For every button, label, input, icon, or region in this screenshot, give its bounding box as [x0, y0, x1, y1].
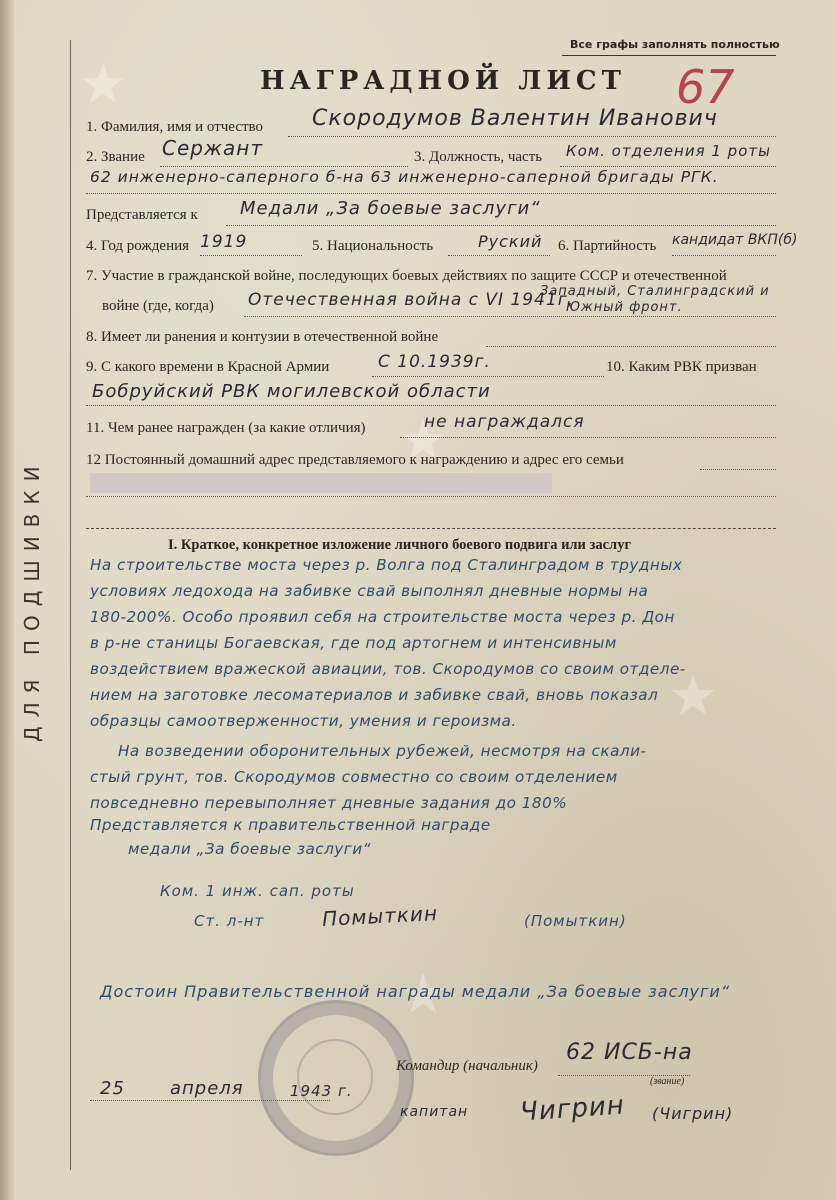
- field-2-label: 2. Звание: [86, 149, 145, 165]
- field-5-label: 5. Национальность: [312, 238, 434, 254]
- margin-rule: [70, 40, 71, 1170]
- field-6-value: кандидат ВКП(б): [672, 232, 798, 248]
- narrative-line: в р-не станицы Богаевская, где под артогнем и интенсивным: [90, 634, 617, 652]
- date-year: 1943 г.: [290, 1082, 353, 1100]
- date-day: 25: [100, 1078, 125, 1099]
- field-5-line: [448, 255, 550, 256]
- commander-label: Командир (начальник): [396, 1058, 538, 1074]
- official-seal: [258, 1000, 414, 1156]
- field-3-value: Ком. отделения 1 роты: [566, 142, 771, 160]
- field-1-label: 1. Фамилия, имя и отчество: [86, 119, 264, 135]
- presented-label: Представляется к: [86, 207, 198, 223]
- field-3-line: [560, 166, 776, 167]
- field-12-line: [700, 469, 776, 470]
- field-12-line-2: [86, 496, 776, 497]
- field-8-label: 8. Имеет ли ранения и контузии в отечественной войне: [86, 329, 439, 345]
- narrative-line: повседневно перевыполняет дневные задания до 180%: [90, 794, 568, 812]
- paper-edge: [0, 0, 14, 1200]
- field-7-value-2: Западный, Сталинградский и: [540, 284, 770, 299]
- signer-name: (Помыткин): [524, 912, 627, 930]
- narrative-line: нием на заготовке лесоматериалов и забивке свай, вновь показал: [90, 686, 659, 704]
- signer-rank: Ст. л-нт: [194, 912, 265, 930]
- fill-instruction: Все графы заполнять полностью: [570, 38, 780, 51]
- watermark-star-icon: ★: [78, 52, 129, 117]
- red-pencil-number: 67: [676, 60, 735, 114]
- section-title: I. Краткое, конкретное изложение личного боевого подвига или заслуг: [168, 537, 632, 553]
- field-12-label: 12 Постоянный домашний адрес представляемого к награждению и адрес его семьи: [86, 452, 624, 468]
- narrative-line: условиях ледохода на забивке свай выполнял дневные нормы на: [90, 582, 649, 600]
- field-11-label: 11. Чем ранее награжден (за какие отличия): [86, 420, 366, 436]
- narrative-line: воздействием вражеской авиации, тов. Скородумов со своим отделе-: [90, 660, 686, 678]
- watermark-star-icon: ★: [668, 664, 719, 729]
- field-11-line: [400, 437, 776, 438]
- section-divider: [86, 528, 776, 529]
- field-7-label-2: войне (где, когда): [102, 298, 214, 314]
- rank-caption: (звание): [650, 1076, 685, 1087]
- field-11-value: не награждался: [424, 412, 585, 432]
- signature-chigrin: Чигрин: [519, 1090, 626, 1128]
- field-3-label: 3. Должность, часть: [414, 149, 543, 165]
- side-label: ДЛЯ ПОДШИВКИ: [20, 457, 44, 743]
- field-4-line: [200, 255, 302, 256]
- watermark-star-icon: ★: [398, 962, 449, 1027]
- field-10-value: Бобруйский РВК могилевской области: [92, 381, 491, 402]
- field-10-line: [86, 405, 776, 406]
- presented-value: Медали „За боевые заслуги“: [240, 198, 541, 219]
- field-4-value: 1919: [200, 232, 248, 252]
- narrative-line: стый грунт, тов. Скородумов совместно со своим отделением: [90, 768, 618, 786]
- narrative-line: 180-200%. Особо проявил себя на строительстве моста через р. Дон: [90, 608, 675, 626]
- narrative-line: медали „За боевые заслуги“: [128, 840, 372, 858]
- narrative-line: На строительстве моста через р. Волга под Сталинградом в трудных: [90, 556, 683, 574]
- field-3-line-2: [86, 193, 776, 194]
- redacted-address: [90, 473, 552, 493]
- watermark-star-icon: ★: [398, 408, 449, 473]
- date-line: [90, 1100, 330, 1101]
- field-6-line: [672, 255, 776, 256]
- field-7-line: [244, 316, 776, 317]
- field-2-line: [160, 166, 408, 167]
- header-rule: [562, 55, 776, 56]
- field-8-line: [486, 346, 776, 347]
- field-3-value-cont: 62 инженерно-саперного б-на 63 инженерно-саперной бригады РГК.: [90, 168, 719, 186]
- field-7-label: 7. Участие в гражданской войне, последующих боевых действиях по защите СССР и отечественной: [86, 268, 727, 284]
- commander-name: (Чигрин): [652, 1104, 734, 1123]
- field-9-label: 9. С какого времени в Красной Армии: [86, 359, 330, 375]
- field-7-value: Отечественная война с VI 1941г.: [248, 290, 575, 310]
- verdict-text: Достоин Правительственной награды медали „За боевые заслуги“: [100, 982, 731, 1001]
- field-9-line: [372, 376, 604, 377]
- field-9-value: С 10.1939г.: [378, 352, 491, 372]
- field-6-label: 6. Партийность: [558, 238, 657, 254]
- field-2-value: Сержант: [162, 136, 263, 160]
- presented-line: [226, 225, 776, 226]
- commander-unit: 62 ИСБ-на: [566, 1040, 693, 1065]
- signer-position: Ком. 1 инж. сап. роты: [160, 882, 355, 900]
- commander-rank: капитан: [400, 1104, 469, 1120]
- narrative-line: образцы самоотверженности, умения и героизма.: [90, 712, 517, 730]
- narrative-line: Представляется к правительственной награде: [90, 816, 491, 834]
- field-4-label: 4. Год рождения: [86, 238, 190, 254]
- field-10-label: 10. Каким РВК призван: [606, 359, 757, 375]
- field-7-value-3: Южный фронт.: [566, 300, 683, 315]
- field-1-line: [288, 136, 776, 137]
- date-month: апреля: [170, 1078, 244, 1099]
- narrative-line: На возведении оборонительных рубежей, несмотря на скали-: [118, 742, 647, 760]
- page-title: НАГРАДНОЙ ЛИСТ: [260, 66, 626, 96]
- signature-pomytkin: Помыткин: [321, 900, 439, 932]
- field-1-value: Скородумов Валентин Иванович: [312, 106, 718, 131]
- field-5-value: Руский: [478, 232, 543, 251]
